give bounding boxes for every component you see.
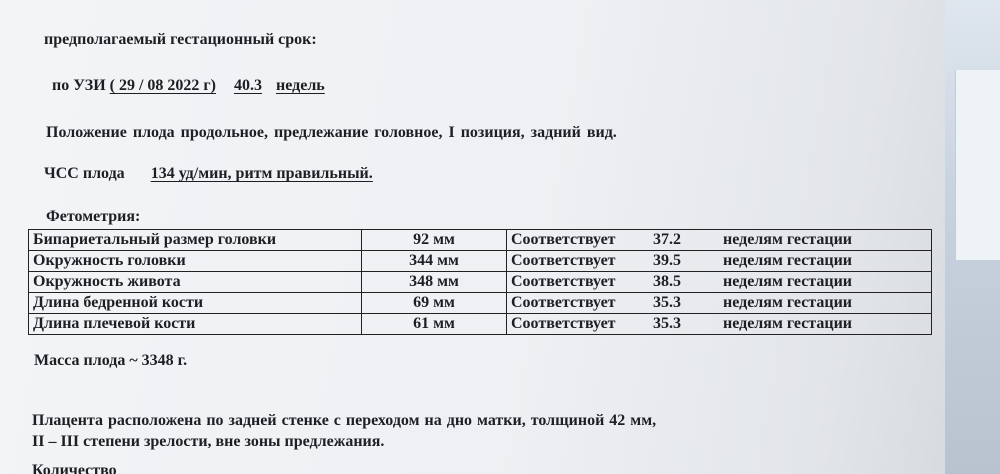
ultrasound-term-line — [52, 77, 325, 95]
gestational-term-label: предполагаемый гестационный срок: — [44, 31, 317, 48]
parameter-value: 348 мм — [362, 272, 507, 293]
heart-rate-line — [44, 165, 373, 183]
heart-rate-value: 134 уд/мин, ритм правильный. — [150, 165, 373, 182]
parameter-name: Окружность головки — [29, 251, 362, 272]
parameter-match: Соответствует 37.2 неделям гестации — [507, 230, 932, 251]
table-row — [29, 293, 932, 314]
placenta-line-2: II – III степени зрелости, вне зоны предлежания. — [32, 433, 385, 450]
parameter-match: Соответствует 38.5 неделям гестации — [507, 272, 932, 293]
fetal-position: Положение плода продольное, предлежание головное, I позиция, задний вид. — [46, 124, 617, 141]
placenta-line-1: Плацента расположена по задней стенке с переходом на дно матки, толщиной 42 мм, — [32, 412, 657, 429]
parameter-name: Длина плечевой кости — [29, 314, 362, 335]
parameter-value: 92 мм — [362, 230, 507, 251]
heart-rate-label: ЧСС плода — [44, 165, 125, 182]
cut-off-line: Количество — [32, 462, 117, 474]
ultrasound-date: ( 29 / 08 2022 г) — [109, 77, 217, 94]
table-row — [29, 230, 932, 251]
parameter-value: 344 мм — [362, 251, 507, 272]
ultrasound-weeks-unit: недель — [276, 77, 325, 94]
fetometry-table — [28, 229, 932, 335]
background-sheet — [955, 70, 1000, 260]
parameter-match: Соответствует 39.5 неделям гестации — [507, 251, 932, 272]
table-row — [29, 251, 932, 272]
fetometry-title: Фетометрия: — [46, 208, 141, 225]
table-row — [29, 314, 932, 335]
parameter-match: Соответствует 35.3 неделям гестации — [507, 314, 932, 335]
parameter-match: Соответствует 35.3 неделям гестации — [507, 293, 932, 314]
parameter-name: Длина бедренной кости — [29, 293, 362, 314]
table-row — [29, 272, 932, 293]
parameter-value: 69 мм — [362, 293, 507, 314]
ultrasound-weeks: 40.3 — [234, 77, 263, 94]
ultrasound-prefix: по УЗИ — [52, 77, 106, 94]
parameter-name: Окружность живота — [29, 272, 362, 293]
fetal-mass: Масса плода ~ 3348 г. — [34, 352, 188, 369]
parameter-value: 61 мм — [362, 314, 507, 335]
parameter-name: Бипариетальный размер головки — [29, 230, 362, 251]
